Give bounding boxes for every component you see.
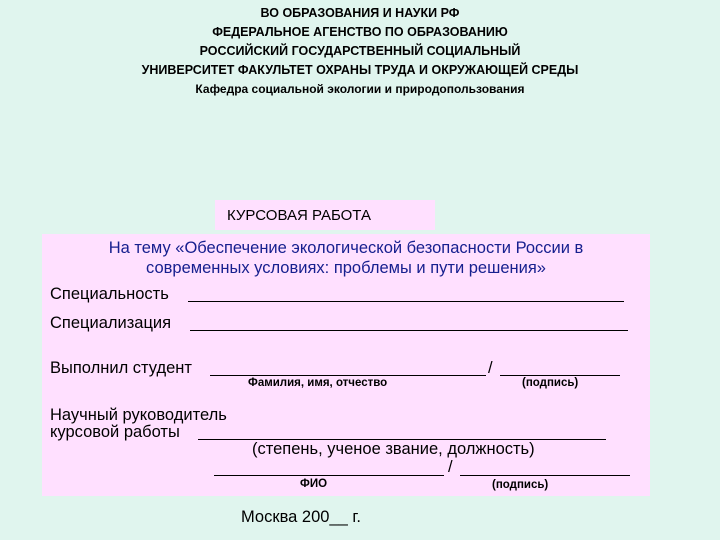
header-agency: ФЕДЕРАЛЬНОЕ АГЕНСТВО ПО ОБРАЗОВАНИЮ: [212, 25, 508, 39]
header-faculty: УНИВЕРСИТЕТ ФАКУЛЬТЕТ ОХРАНЫ ТРУДА И ОКРУЖАЮЩЕЙ СРЕДЫ: [141, 63, 579, 77]
header-university: РОССИЙСКИЙ ГОСУДАРСТВЕННЫЙ СОЦИАЛЬНЫЙ: [199, 44, 521, 58]
form-panel: [42, 234, 650, 496]
advisor-label-2: курсовой работы: [50, 423, 180, 441]
student-signature-field[interactable]: [500, 375, 620, 376]
topic-line-1: На тему «Обеспечение экологической безопасности России в: [108, 239, 584, 257]
specialization-label: Специализация: [50, 314, 172, 332]
student-signature-caption: (подпись): [522, 377, 579, 389]
advisor-fio-field[interactable]: [214, 475, 444, 476]
specialty-field[interactable]: [188, 301, 624, 302]
specialty-label: Специальность: [50, 285, 169, 303]
student-name-caption: Фамилия, имя, отчество: [248, 377, 388, 389]
advisor-signature-field[interactable]: [460, 475, 630, 476]
advisor-slash: /: [448, 458, 453, 476]
student-slash: /: [488, 359, 493, 377]
fio-caption: ФИО: [300, 478, 328, 490]
advisor-signature-caption: (подпись): [492, 479, 549, 491]
header-ministry: ВО ОБРАЗОВАНИЯ И НАУКИ РФ: [260, 6, 460, 20]
student-name-field[interactable]: [210, 375, 486, 376]
advisor-label-1: Научный руководитель: [50, 406, 227, 424]
document-header: [0, 4, 720, 99]
header-department: Кафедра социальной экологии и природопользования: [195, 82, 525, 96]
student-label: Выполнил студент: [50, 359, 192, 377]
topic-line-2: современных условиях: проблемы и пути решения»: [146, 259, 546, 277]
topic: [42, 238, 650, 278]
advisor-caption: (степень, ученое звание, должность): [252, 440, 535, 458]
specialization-field[interactable]: [190, 330, 628, 331]
coursework-title: КУРСОВАЯ РАБОТА: [215, 200, 435, 230]
city-year: Москва 200__ г.: [241, 508, 361, 526]
